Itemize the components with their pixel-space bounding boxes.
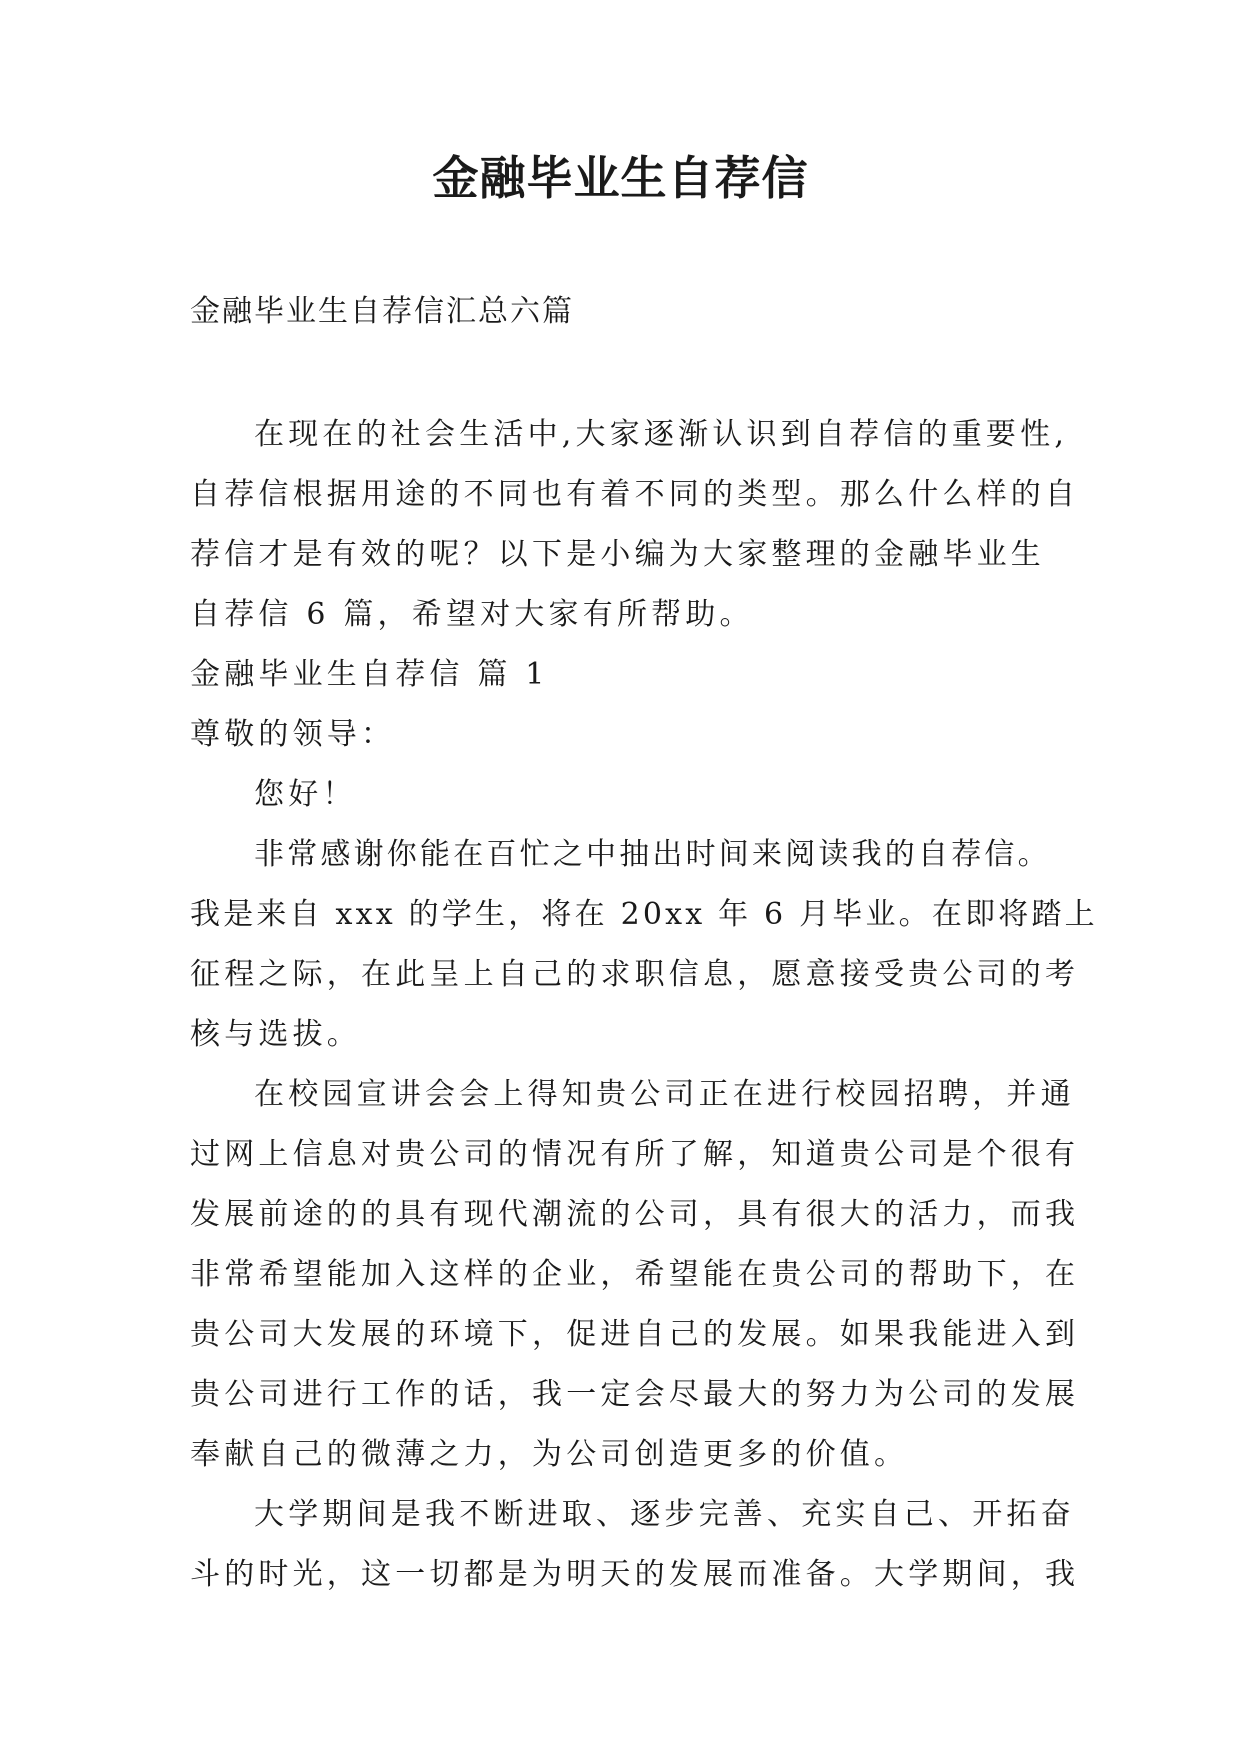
section-heading: 金融毕业生自荐信 篇 1 [190, 657, 549, 692]
text-line: 非常感谢你能在百忙之中抽出时间来阅读我的自荐信。 [254, 837, 1051, 872]
text-line: 我是来自 xxx 的学生，将在 20xx 年 6 月毕业。在即将踏上 [190, 897, 1098, 932]
text-line: 贵公司大发展的环境下，促进自己的发展。如果我能进入到 [190, 1317, 1080, 1352]
text-line: 在校园宣讲会会上得知贵公司正在进行校园招聘，并通 [254, 1077, 1075, 1112]
text-line: 发展前途的的具有现代潮流的公司，具有很大的活力，而我 [190, 1197, 1080, 1232]
text-line: 斗的时光，这一切都是为明天的发展而准备。大学期间，我 [190, 1557, 1080, 1592]
text-line: 自荐信根据用途的不同也有着不同的类型。那么什么样的自 [190, 477, 1080, 512]
text-line: 荐信才是有效的呢？以下是小编为大家整理的金融毕业生 [190, 537, 1045, 572]
text-line: 贵公司进行工作的话，我一定会尽最大的努力为公司的发展 [190, 1377, 1080, 1412]
text-line: 征程之际，在此呈上自己的求职信息，愿意接受贵公司的考 [190, 957, 1080, 992]
document-body [190, 405, 1098, 1605]
document-subtitle: 金融毕业生自荐信汇总六篇 [190, 294, 574, 329]
text-line: 在现在的社会生活中,大家逐渐认识到自荐信的重要性, [254, 417, 1069, 452]
salutation: 尊敬的领导： [190, 717, 396, 752]
text-line: 奉献自己的微薄之力，为公司创造更多的价值。 [190, 1437, 909, 1472]
document-title: 金融毕业生自荐信 [432, 151, 809, 205]
text-line: 自荐信 6 篇，希望对大家有所帮助。 [190, 597, 754, 632]
text-line: 过网上信息对贵公司的情况有所了解，知道贵公司是个很有 [190, 1137, 1080, 1172]
greeting: 您好！ [254, 777, 357, 812]
text-line: 大学期间是我不断进取、逐步完善、充实自己、开拓奋 [254, 1497, 1075, 1532]
text-line: 非常希望能加入这样的企业，希望能在贵公司的帮助下，在 [190, 1257, 1080, 1292]
text-line: 核与选拔。 [190, 1017, 361, 1052]
